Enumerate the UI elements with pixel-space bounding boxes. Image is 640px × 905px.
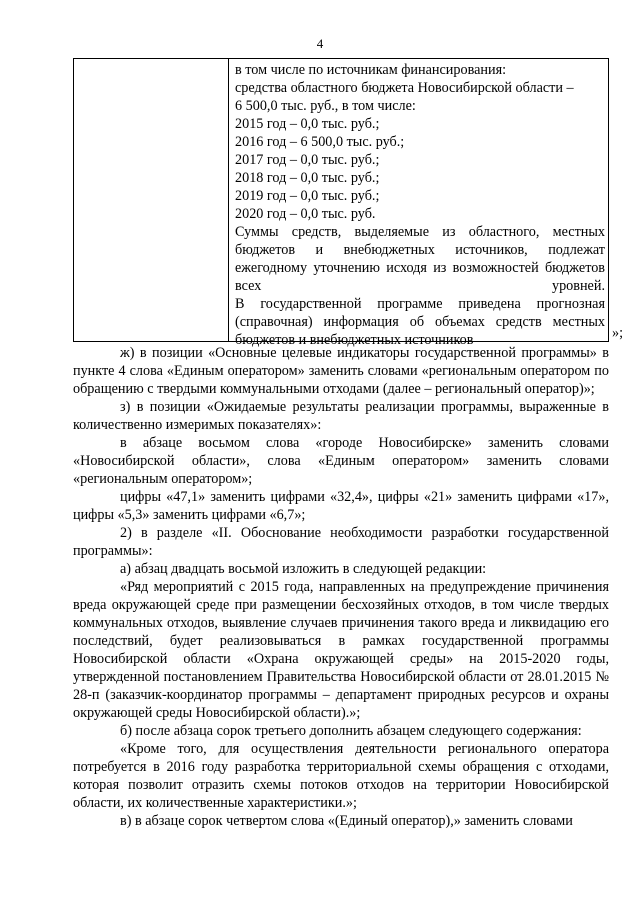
table-line: средства областного бюджета Новосибирской области – [235, 80, 574, 96]
paragraph: в абзаце восьмом слова «городе Новосибирске» заменить словами «Новосибирской области», слова «Единым оператором» заменить словами «региональным оператором»; [73, 435, 609, 487]
paragraph: з) в позиции «Ожидаемые результаты реализации программы, выраженные в количественно измеримых показателях»: [73, 399, 609, 433]
paragraph: «Ряд мероприятий с 2015 года, направленных на предупреждение причинения вреда окружающей среде при размещении бесхозяйных отходов, в том числе твердых коммунальных отходов, выявление случаев причинения такого вреда и ликвидацию его последствий, будет реализовываться в рамках государственной программы Новосибирской области «Охрана окружающей среды» на 2015-2020 годы, утвержденной постановлением Правительства Новосибирской области от 28.01.2015 № 28-п (заказчик-координатор программы – департамент природных ресурсов и охраны окружающей среды Новосибирской области).»; [73, 579, 609, 721]
table-note-budget-adjustment: Суммы средств, выделяемые из областного, местных бюджетов и внебюджетных источников, подлежат ежегодному уточнению исходя из возможностей бюджетов всех уровней. [235, 224, 605, 294]
table-line: 2019 год – 0,0 тыс. руб.; [235, 188, 380, 204]
paragraph: «Кроме того, для осуществления деятельности регионального оператора потребуется в 2016 году разработка территориальной схемы обращения с отходами, которая позволит отразить схемы потоков отходов на территории Новосибирской области, их количественные характеристики.»; [73, 741, 609, 811]
table-closing-quote: »; [612, 325, 624, 341]
paragraph: в) в абзаце сорок четвертом слова «(Единый оператор),» заменить словами [120, 813, 573, 829]
table-line: в том числе по источникам финансирования: [235, 62, 507, 78]
paragraph: а) абзац двадцать восьмой изложить в следующей редакции: [120, 561, 487, 577]
table-line: 2017 год – 0,0 тыс. руб.; [235, 152, 380, 168]
table-line: 2018 год – 0,0 тыс. руб.; [235, 170, 380, 186]
table-line: 6 500,0 тыс. руб., в том числе: [235, 98, 416, 114]
table-line: 2015 год – 0,0 тыс. руб.; [235, 116, 380, 132]
table-note-forecast-info: В государственной программе приведена прогнозная (справочная) информация об объемах средств местных бюджетов и внебюджетных источников [235, 296, 605, 348]
paragraph: ж) в позиции «Основные целевые индикаторы государственной программы» в пункте 4 слова «Единым оператором» заменить словами «региональным оператором по обращению с твердыми коммунальными отходами (далее – региональный оператор)»; [73, 345, 609, 397]
paragraph: 2) в разделе «II. Обоснование необходимости разработки государственной программы»: [73, 525, 609, 559]
paragraph: б) после абзаца сорок третьего дополнить абзацем следующего содержания: [120, 723, 582, 739]
financing-table [73, 58, 609, 348]
table-line: 2020 год – 0,0 тыс. руб. [235, 206, 376, 222]
paragraph: цифры «47,1» заменить цифрами «32,4», цифры «21» заменить цифрами «17», цифры «5,3» заменить цифрами «6,7»; [73, 489, 609, 523]
table-line: 2016 год – 6 500,0 тыс. руб.; [235, 134, 405, 150]
table-right-cell [235, 61, 605, 349]
amendment-text [73, 344, 609, 830]
table-left-cell [74, 59, 229, 341]
page-number: 4 [316, 36, 324, 51]
